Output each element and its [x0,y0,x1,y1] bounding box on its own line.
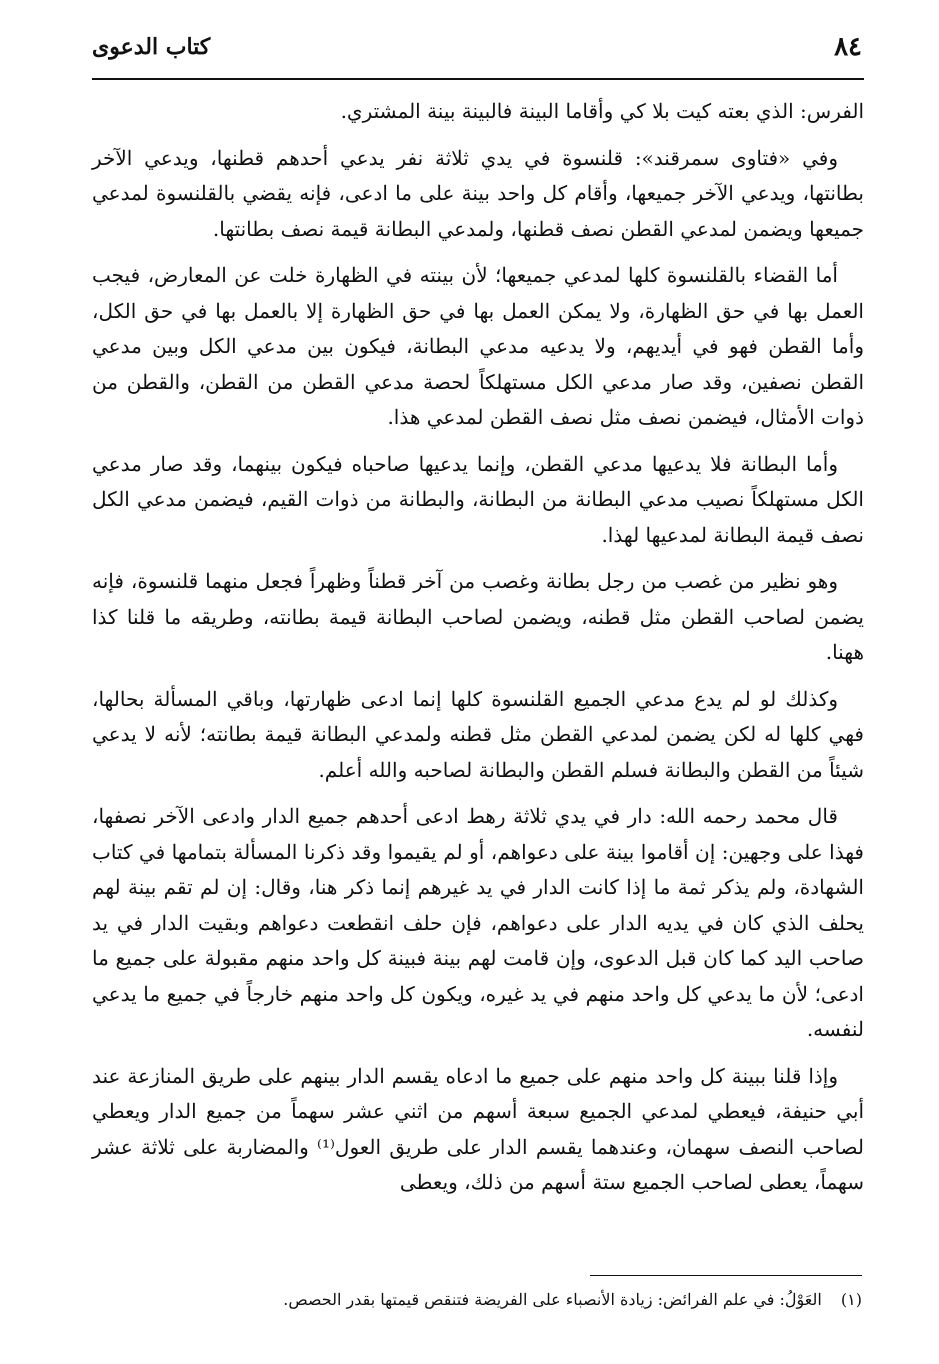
paragraph: وفي «فتاوى سمرقند»: قلنسوة في يدي ثلاثة نفر يدعي أحدهم قطنها، ويدعي الآخر بطانتها، ويدعي الآخر جميعها، وأقام كل واحد بينة على ما ادعى، فإنه يقضي بالقلنسوة لمدعي جميعها ويضمن لمدعي القطن نصف قطنها، ولمدعي البطانة قيمة نصف بطانتها. [92,145,864,241]
paragraph: قال محمد رحمه الله: دار في يدي ثلاثة رهط ادعى أحدهم جميع الدار وادعى الآخر نصفها، فهذا على وجهين: إن أقاموا بينة على دعواهم، أو لم يقيموا وقد ذكرنا المسألة بتمامها في كتاب الشهادة، ولم يذكر ثمة ما إذا كانت الدار في يد غيرهم إنما ذكر هنا، وقال: إن لم تقم بينة لهم يحلف الذي كان في يديه الدار على دعواهم، فإن حلف انقطعت دعواهم وبقيت الدار في يد صاحب اليد كما كان قبل الدعوى، وإن قامت لهم بينة فبينة كل واحد منهم مقبولة على جميع ما ادعى؛ لأن ما يدعي كل واحد منهم في يد غيره، ويكون كل واحد منهم خارجاً في جميع ما يدعي لنفسه. [92,804,865,1041]
footnote-divider [590,1275,862,1276]
paragraph: وأما البطانة فلا يدعيها مدعي القطن، وإنما يدعيها صاحباه فيكون بينهما، وقد صار مدعي الكل مستهلكاً نصيب مدعي البطانة من البطانة، والبطانة من ذوات القيم، فيضمن مدعي الكل نصف قيمة البطانة لمدعيها لهذا. [92,451,864,547]
header-divider [92,78,864,80]
footnote-marker: (١) [840,1290,862,1309]
page-header [92,30,862,70]
paragraph: أما القضاء بالقلنسوة كلها لمدعي جميعها؛ لأن بينته في الظهارة خلت عن المعارض، فيجب العمل بها في حق الظهارة، ولا يمكن العمل بها في حق الظهارة إلا بالعمل بها في حق الكل، وأما القطن فهو في أيديهم، ولا يدعيه مدعي البطانة، فيكون بين مدعي الكل وبين مدعي القطن نصفين، وقد صار مدعي الكل مستهلكاً لحصة مدعي القطن من القطن، والقطن من ذوات الأمثال، فيضمن نصف مثل نصف القطن لمدعي هذا. [92,263,864,429]
paragraph: وإذا قلنا ببينة كل واحد منهم على جميع ما ادعاه يقسم الدار بينهم على طريق المنازعة عند أبي حنيفة، فيعطي لمدعي الجميع سبعة أسهم من اثني عشر سهماً من جميع الدار ويعطي لصاحب النصف سهمان، وعندهما يقسم الدار على طريق العول⁽¹⁾ والمضاربة على ثلاثة عشر سهماً، يعطى لصاحب الجميع ستة أسهم من ذلك، ويعطى [92,1063,864,1194]
main-text [92,94,864,1212]
book-title: كتاب الدعوى [92,34,211,60]
page-number: ٨٤ [834,32,862,62]
footnote-text: العَوْلُ: في علم الفرائض: زيادة الأنصباء على الفريضة فتنقص قيمتها بقدر الحصص. [283,1290,822,1309]
paragraph: وكذلك لو لم يدع مدعي الجميع القلنسوة كلها إنما ادعى ظهارتها، وباقي المسألة بحالها، فهي كلها له لكن يضمن لمدعي القطن مثل قطنه ولمدعي البطانة قيمة بطانته؛ لأنه لا يدعي شيئاً من القطن والبطانة فسلم القطن والبطانة لصاحبه والله أعلم. [92,686,864,782]
paragraph: وهو نظير من غصب من رجل بطانة وغصب من آخر قطناً وظهراً فجعل منهما قلنسوة، فإنه يضمن لصاحب القطن مثل قطنه، ويضمن لصاحب البطانة قيمة بطانته، وطريقه ما قلنا كذا ههنا. [92,569,864,664]
footnote [150,1288,862,1312]
paragraph: الفرس: الذي بعته كيت بلا كي وأقاما البينة فالبينة بينة المشتري. [340,99,864,123]
